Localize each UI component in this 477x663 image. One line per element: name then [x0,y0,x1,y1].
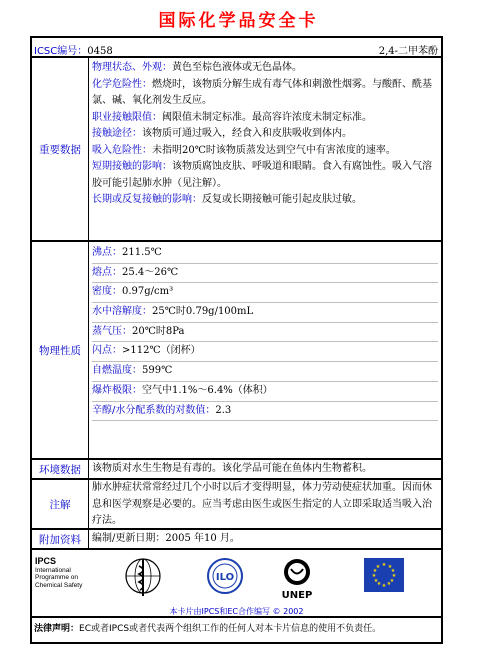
important-item: 长期或反复接触的影响：反复或长期接触可能引起皮肤过敏。 [92,194,362,205]
section-label-environment: 环境数据 [32,460,89,478]
property-row: 闪点：>112℃（闭杯） [92,342,438,362]
ilo-logo [206,556,244,602]
svg-text:★: ★ [387,564,393,570]
legal-text: EC或者IPCS或者代表两个组织工作的任何人对本卡片信息的使用不负责任。 [79,624,382,634]
unep-logo [277,556,317,606]
ipcs-block: IPCS International Programme on Chemical Safety [35,556,83,589]
svg-text:★: ★ [376,581,382,587]
icsc-number [34,42,113,57]
svg-text:ILO: ILO [215,572,235,583]
footer-logos [32,548,441,616]
important-item: 职业接触限值：阈限值未制定标准。最高容许浓度未制定标准。 [92,111,372,123]
additional-info-text: 编制/更新日期：2005 年10 月。 [92,533,240,544]
important-data-content [92,60,438,209]
svg-text:★: ★ [389,578,395,584]
additional-info-section [32,530,441,550]
svg-text:★: ★ [371,573,377,579]
physical-properties-section [32,242,441,460]
icsc-value: 0458 [87,46,113,57]
icsc-header-row [32,38,441,58]
property-row: 密度：0.97g/cm³ [92,283,438,303]
section-label-notes: 注解 [32,480,89,528]
svg-text:★: ★ [381,583,387,589]
property-row: 水中溶解度：25℃时0.79g/100mL [92,303,438,323]
footer-credit: 本卡片由IPCS和EC合作编写 © 2002 [169,607,304,616]
notes-text: 肺水肿症状常常经过几个小时以后才变得明显，体力劳动使症状加重。因而休息和医学观察是必要的。应当考虑由医生或医生指定的人立即采取适当吸入治疗法。 [92,482,432,526]
important-item: 吸入危险性：未指明20℃时该物质蒸发达到空气中有害浓度的速率。 [92,144,396,156]
property-row: 熔点：25.4～26℃ [92,264,438,284]
section-label-additional: 附加资料 [32,530,89,548]
environment-text: 该物质对水生生物是有毒的。该化学品可能在鱼体内生物蓄积。 [92,463,372,474]
svg-text:★: ★ [386,581,392,587]
important-item: 接触途径：该物质可通过吸入，经食入和皮肤吸收到体内。 [92,128,352,139]
property-row: 沸点：211.5℃ [92,244,438,264]
property-row: 蒸气压：20℃时8Pa [92,323,438,343]
physical-properties-content [92,244,438,421]
notes-section [32,480,441,530]
svg-text:★: ★ [375,564,381,570]
legal-label: 法律声明： [34,624,80,634]
legal-divider [32,616,441,618]
ipcs-title: IPCS [35,556,57,566]
section-label-important: 重要数据 [32,58,89,240]
property-row: 爆炸极限：空气中1.1%～6.4%（体积） [92,382,438,402]
card-title: 国际化学品安全卡 [158,11,319,31]
svg-text:★: ★ [373,578,379,584]
chemical-name: 2,4-二甲苯酚 [378,46,438,57]
environment-section [32,460,441,480]
who-logo [124,556,162,602]
svg-text:★: ★ [390,568,396,574]
property-row: 辛醇/水分配系数的对数值：2.3 [92,402,438,422]
eu-logo [364,558,404,596]
important-item: 物理状态、外观：黄色至棕色液体或无色晶体。 [92,62,302,73]
svg-text:★: ★ [381,562,387,568]
important-item: 化学危险性：燃烧时，该物质分解生成有毒气体和刺激性烟雾。与酸酐、酰基氯、碱、氧化剂发生反应。 [92,78,432,106]
section-label-physical: 物理性质 [32,242,89,458]
svg-text:★: ★ [391,573,397,579]
important-data-section [32,58,441,242]
svg-text:UNEP: UNEP [281,590,313,601]
property-row: 自燃温度：599℃ [92,362,438,382]
svg-text:★: ★ [372,568,378,574]
legal-notice [34,621,381,634]
card-frame [30,36,443,644]
icsc-label: ICSC编号： [34,46,88,57]
important-item: 短期接触的影响：该物质腐蚀皮肤、呼吸道和眼睛。食入有腐蚀性。吸入气溶胶可能引起肺水肿（见注解）。 [92,161,432,189]
